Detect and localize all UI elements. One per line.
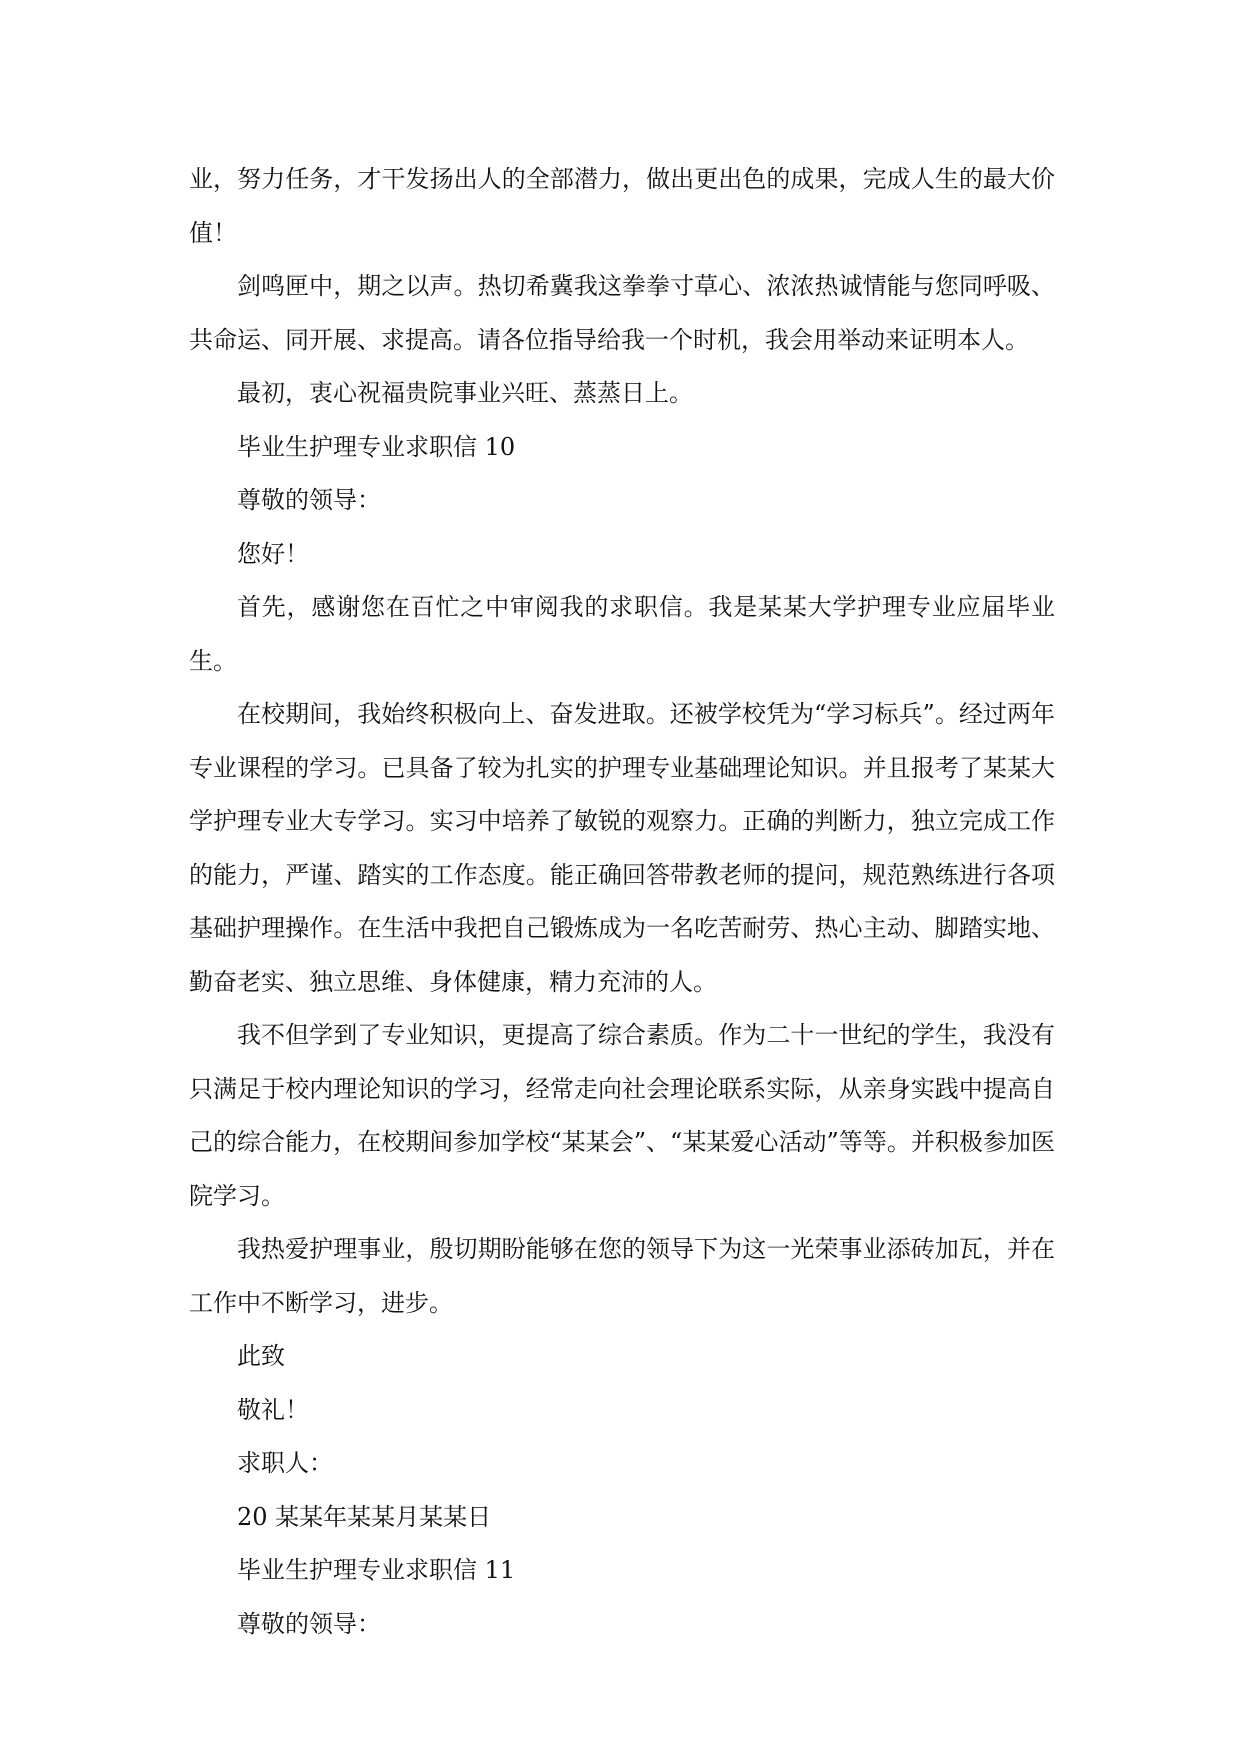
salutation-next: 尊敬的领导： <box>237 1609 381 1638</box>
date-line: 20 某某年某某月某某日 <box>237 1502 492 1531</box>
greeting: 您好！ <box>237 539 309 568</box>
paragraph-qualities: 我不但学到了专业知识，更提高了综合素质。作为二十一世纪的学生，我没有只满足于校内理论知识的学习，经常走向社会理论联系实际，从亲身实践中提高自己的综合能力，在校期间参加学校“某某会”、“某某爱心活动”等等。并积极参加医院学习。 <box>189 1021 1055 1210</box>
paragraph-school-experience: 在校期间，我始终积极向上、奋发进取。还被学校凭为“学习标兵”。经过两年专业课程的学习。已具备了较为扎实的护理专业基础理论知识。并且报考了某某大学护理专业大专学习。实习中培养了敏锐的观察力。正确的判断力，独立完成工作的能力，严谨、踏实的工作态度。能正确回答带教老师的提问，规范熟练进行各项基础护理操作。在生活中我把自己锻炼成为一名吃苦耐劳、热心主动、脚踏实地、勤奋老实、独立思维、身体健康，精力充沛的人。 <box>189 700 1055 996</box>
paragraph-aspiration: 我热爱护理事业，殷切期盼能够在您的领导下为这一光荣事业添砖加瓦，并在工作中不断学习，进步。 <box>189 1235 1055 1317</box>
paragraph-best-wishes: 最初，衷心祝福贵院事业兴旺、蒸蒸日上。 <box>237 379 693 407</box>
signature-label: 求职人： <box>237 1449 333 1477</box>
closing-regards: 此致 <box>237 1342 285 1370</box>
paragraph-hope: 剑鸣匣中，期之以声。热切希冀我这拳拳寸草心、浓浓热诚情能与您同呼吸、共命运、同开展、求提高。请各位指导给我一个时机，我会用举动来证明本人。 <box>189 272 1055 354</box>
salutation: 尊敬的领导： <box>237 486 381 514</box>
document-body <box>189 153 1055 1651</box>
paragraph-intro: 首先，感谢您在百忙之中审阅我的求职信。我是某某大学护理专业应届毕业生。 <box>189 593 1055 675</box>
closing-salute: 敬礼！ <box>237 1395 309 1424</box>
letter-heading-11: 毕业生护理专业求职信 11 <box>237 1556 516 1584</box>
letter-heading-10: 毕业生护理专业求职信 10 <box>237 432 516 461</box>
paragraph-closing-continuation: 业，努力任务，才干发扬出人的全部潜力，做出更出色的成果，完成人生的最大价值！ <box>189 165 1055 247</box>
